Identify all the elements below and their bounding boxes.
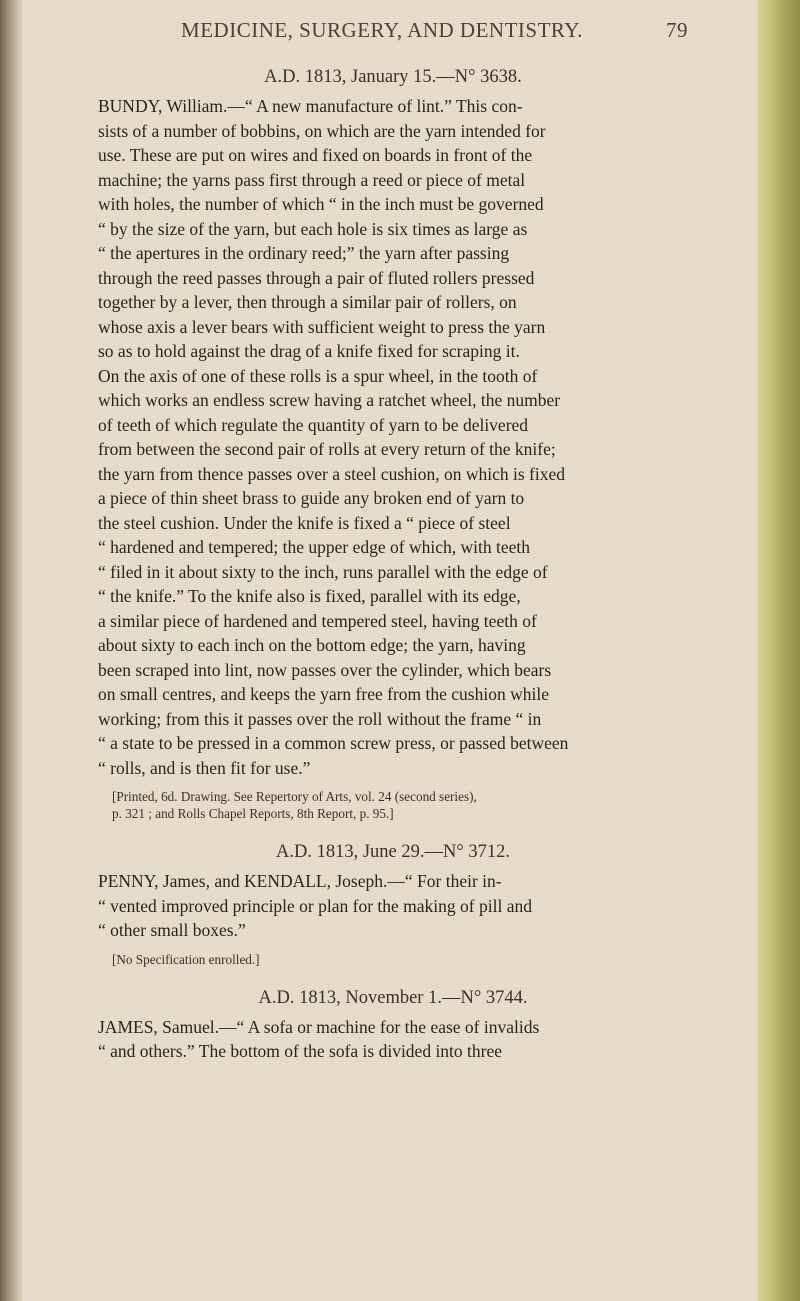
text-line: a piece of thin sheet brass to guide any broken end of yarn to [98, 488, 525, 508]
text-line: “ the apertures in the ordinary reed;” the yarn after passing [98, 243, 510, 263]
text-line: on small centres, and keeps the yarn free from the cushion while [98, 684, 549, 704]
entry-body [98, 869, 688, 943]
document-page [98, 18, 688, 1064]
entry-footnote [112, 788, 688, 822]
text-line: “ by the size of the yarn, but each hole is six times as large as [98, 218, 528, 239]
text-line: working; from this it passes over the roll without the frame “ in [98, 708, 542, 729]
entry-body [98, 1015, 688, 1064]
page-title: MEDICINE, SURGERY, AND DENTISTRY. [181, 18, 583, 42]
text-line: a similar piece of hardened and tempered steel, having teeth of [98, 610, 537, 631]
text-line: machine; the yarns pass first through a reed or piece of metal [98, 169, 526, 190]
text-line: from between the second pair of rolls at every return of the knife; [98, 439, 556, 459]
text-line: JAMES, Samuel.—“ A sofa or machine for the ease of invalids [98, 1016, 540, 1037]
entry-body [98, 94, 688, 780]
footnote-line: [Printed, 6d. Drawing. See Repertory of Arts, vol. 24 (second series), [112, 789, 477, 804]
text-line: use. These are put on wires and fixed on boards in front of the [98, 145, 533, 165]
text-line: On the axis of one of these rolls is a spur wheel, in the tooth of [98, 365, 538, 386]
text-line: PENNY, James, and KENDALL, Joseph.—“ For their in- [98, 871, 502, 891]
text-line: “ the knife.” To the knife also is fixed, parallel with its edge, [98, 586, 521, 606]
text-line: “ filed in it about sixty to the inch, runs parallel with the edge of [98, 561, 548, 582]
text-line: BUNDY, William.—“ A new manufacture of lint.” This con- [98, 96, 523, 116]
page-edge [758, 0, 800, 1301]
text-line: “ hardened and tempered; the upper edge of which, with teeth [98, 537, 530, 557]
text-line: “ a state to be pressed in a common screw press, or passed between [98, 733, 569, 753]
footnote-line: p. 321 ; and Rolls Chapel Reports, 8th Report, p. 95.] [112, 806, 394, 821]
entry-3 [98, 988, 688, 1064]
text-line: of teeth of which regulate the quantity of yarn to be delivered [98, 414, 529, 435]
text-line: “ and others.” The bottom of the sofa is divided into three [98, 1041, 503, 1061]
entry-heading: A.D. 1813, November 1.—N° 3744. [258, 987, 528, 1008]
text-line: with holes, the number of which “ in the inch must be governed [98, 194, 544, 214]
page-number: 79 [666, 18, 688, 42]
text-line: whose axis a lever bears with sufficient weight to press the yarn [98, 316, 546, 337]
text-line: sists of a number of bobbins, on which are the yarn intended for [98, 120, 546, 141]
text-line: together by a lever, then through a similar pair of rollers, on [98, 292, 517, 312]
entry-heading: A.D. 1813, June 29.—N° 3712. [275, 842, 510, 862]
text-line: which works an endless screw having a ratchet wheel, the number [98, 390, 561, 410]
entry-heading: A.D. 1813, January 15.—N° 3638. [264, 67, 522, 87]
text-line: “ rolls, and is then fit for use.” [98, 757, 311, 778]
footnote-line: [No Specification enrolled.] [112, 951, 260, 967]
entry-1 [98, 67, 688, 822]
entry-2 [98, 842, 688, 968]
text-line: been scraped into lint, now passes over the cylinder, which bears [98, 659, 552, 680]
text-line: the steel cushion. Under the knife is fixed a “ piece of steel [98, 512, 511, 533]
page-gutter-shadow [0, 0, 22, 1301]
text-line: so as to hold against the drag of a knife fixed for scraping it. [98, 341, 520, 361]
text-line: the yarn from thence passes over a steel cushion, on which is fixed [98, 463, 566, 484]
text-line: “ vented improved principle or plan for the making of pill and [98, 895, 532, 916]
entry-footnote [112, 951, 688, 968]
text-line: “ other small boxes.” [98, 920, 246, 940]
text-line: through the reed passes through a pair of fluted rollers pressed [98, 267, 535, 288]
text-line: about sixty to each inch on the bottom edge; the yarn, having [98, 635, 526, 655]
running-header [98, 18, 688, 43]
